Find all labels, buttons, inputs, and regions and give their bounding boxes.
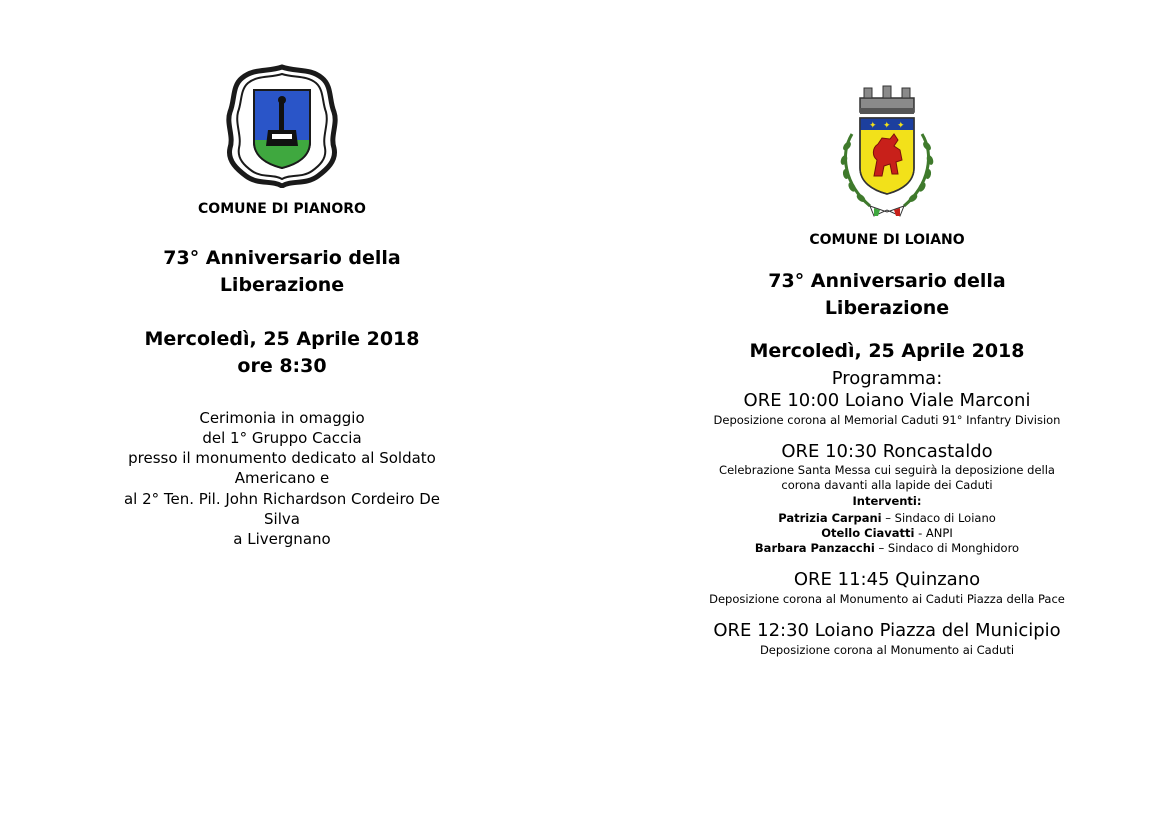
speaker-role: – Sindaco di Loiano (881, 511, 996, 525)
loiano-title-line-1: 73° Anniversario della (768, 270, 1006, 292)
pianoro-coat-of-arms-icon (226, 64, 338, 188)
pianoro-body-line: del 1° Gruppo Caccia (202, 429, 362, 447)
event-description: Deposizione corona al Monumento ai Caduti (759, 643, 1015, 657)
speaker-name: Otello Ciavatti (821, 526, 915, 540)
pianoro-body-line: presso il monumento dedicato al Soldato (128, 449, 436, 467)
speaker-row (640, 511, 1134, 526)
pianoro-title-line-2: Liberazione (219, 274, 345, 296)
speaker-name: Patrizia Carpani (778, 511, 882, 525)
pianoro-body-line: Americano e (234, 469, 330, 487)
pianoro-body-line: Cerimonia in omaggio (199, 409, 365, 427)
speaker-role: – Sindaco di Monghidoro (874, 541, 1020, 555)
svg-text:✦: ✦ (897, 121, 905, 131)
pianoro-title-line-1: 73° Anniversario della (163, 247, 401, 269)
loiano-comune-name: COMUNE DI LOIANO (809, 232, 965, 248)
event-time: ORE 10:30 Roncastaldo (781, 441, 993, 462)
speaker-name: Barbara Panzacchi (754, 541, 875, 555)
event-description: corona davanti alla lapide dei Caduti (781, 478, 993, 492)
pianoro-body-line: a Livergnano (233, 530, 331, 548)
loiano-programma-label: Programma: (831, 368, 943, 389)
speaker-role: - ANPI (914, 526, 953, 540)
pianoro-time: ore 8:30 (237, 355, 327, 377)
svg-text:✦: ✦ (869, 121, 877, 131)
event-time: ORE 11:45 Quinzano (793, 569, 981, 590)
speaker-row (640, 526, 1134, 541)
event-time: ORE 10:00 Loiano Viale Marconi (743, 390, 1031, 411)
loiano-coat-of-arms-icon (830, 84, 944, 224)
pianoro-body-line: al 2° Ten. Pil. John Richardson Cordeiro De (123, 490, 441, 508)
speaker-row (640, 541, 1134, 556)
svg-text:✦: ✦ (883, 121, 891, 131)
event-description: Celebrazione Santa Messa cui seguirà la deposizione della (719, 463, 1055, 477)
pianoro-date: Mercoledì, 25 Aprile 2018 (144, 328, 420, 350)
loiano-title-line-2: Liberazione (824, 297, 950, 319)
interventi-label: Interventi: (852, 494, 922, 508)
event-description: Deposizione corona al Monumento ai Caduti Piazza della Pace (709, 592, 1065, 606)
pianoro-body-line: Silva (264, 510, 300, 528)
loiano-date: Mercoledì, 25 Aprile 2018 (749, 340, 1025, 362)
pianoro-comune-name: COMUNE DI PIANORO (198, 201, 366, 217)
event-time: ORE 12:30 Loiano Piazza del Municipio (713, 620, 1061, 641)
event-description: Deposizione corona al Memorial Caduti 91° Infantry Division (713, 413, 1061, 427)
